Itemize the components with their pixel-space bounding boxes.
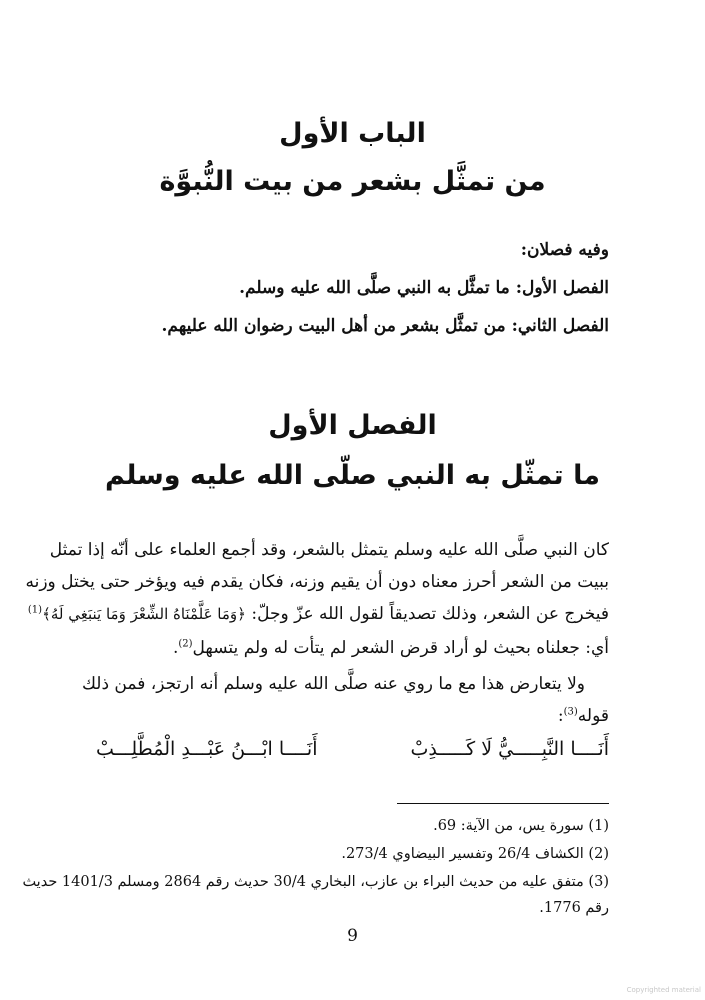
contents-chapter-1: الفصل الأول: ما تمثَّل به النبي صلَّى الله عليه وسلم. <box>239 278 609 298</box>
body-line: ببيت من الشعر أحرز معناه دون أن يقيم وزنه، فكان يقدم فيه ويؤخر حتى يختل وزنه <box>25 572 609 592</box>
footnote-ref: (1) <box>27 604 43 616</box>
body-punctuation: : <box>557 706 564 726</box>
verse-first-hemistich: أَنَــــا النَّبِـــــيُّ لَا كَـــــذِبْ <box>410 738 609 760</box>
chapter-subtitle: ما تمثّل به النبي صلّى الله عليه وسلم <box>105 460 600 491</box>
footnote-ref: (3) <box>563 706 578 718</box>
body-text: فيخرج عن الشعر، وذلك تصديقاً لقول الله عزّ وجلّ: <box>251 604 609 624</box>
body-line <box>96 638 609 658</box>
body-line-with-quran <box>27 604 609 624</box>
footnote-ref: (2) <box>178 638 193 650</box>
copyright-watermark: Copyrighted material <box>626 986 701 994</box>
body-line <box>60 706 609 726</box>
contents-chapter-2: الفصل الثاني: من تمثَّل بشعر من أهل البيت رضوان الله عليهم. <box>161 316 609 336</box>
contents-intro: وفيه فصلان: <box>520 240 609 260</box>
body-punctuation: . <box>172 638 179 658</box>
footnote-2: (2) الكشاف 26/4 وتفسير البيضاوي 273/4. <box>341 846 609 862</box>
chapter-title: الفصل الأول <box>268 410 437 441</box>
footnote-separator <box>397 803 609 804</box>
part-subtitle: من تمثَّل بشعر من بيت النُّبوَّة <box>159 166 546 197</box>
footnote-3: (3) متفق عليه من حديث البراء بن عازب، البخاري 30/4 حديث رقم 2864 ومسلم 1401/3 حديث <box>22 874 609 890</box>
page-number: 9 <box>347 926 358 946</box>
body-line: كان النبي صلَّى الله عليه وسلم يتمثل بالشعر، وقد أجمع العلماء على أنّه إذا تمثل <box>49 540 609 560</box>
footnote-3-continued: رقم 1776. <box>539 900 609 916</box>
body-text: أي: جعلناه بحيث لو أراد قرض الشعر لم يتأت له ولم يتسهل <box>192 638 609 658</box>
footnote-1: (1) سورة يس، من الآية: 69. <box>433 818 609 834</box>
poem-verse <box>96 738 609 760</box>
verse-second-hemistich: أَنَــــا ابْـــنُ عَبْـــدِ الْمُطَّلِـــبْ <box>96 738 318 760</box>
body-line: ولا يتعارض هذا مع ما روي عنه صلَّى الله عليه وسلم أنه ارتجز، فمن ذلك <box>81 674 585 694</box>
quran-verse: ﴿وَمَا عَلَّمْنَاهُ الشِّعْرَ وَمَا يَنبَغِي لَهُ﴾ <box>42 605 246 623</box>
part-title: الباب الأول <box>279 118 426 149</box>
body-text: قوله <box>577 706 609 726</box>
